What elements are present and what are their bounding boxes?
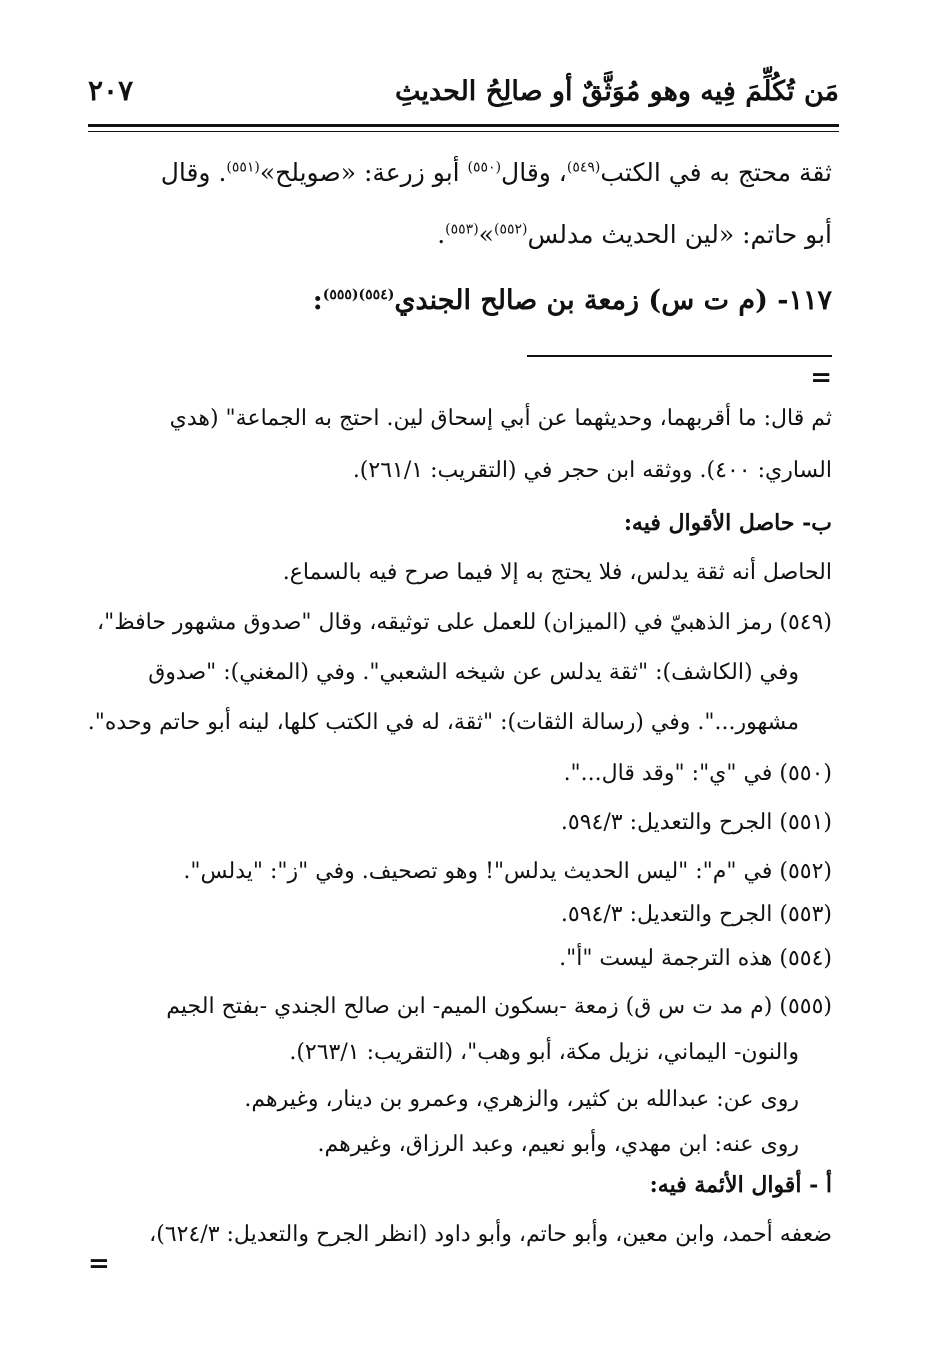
section-a-heading: أ - أقوال الأئمة فيه: bbox=[649, 1172, 832, 1198]
footnote-ref: (٥٥١) bbox=[226, 159, 260, 176]
entry-heading: ١١٧- (م ت س) زمعة بن صالح الجندي$^{(٥٥٤)(٥٥٥)}$: bbox=[312, 285, 832, 316]
footnote-549-cont: وفي (الكاشف): "ثقة يدلس عن شيخه الشعبي". وفي (المغني): "صدوق bbox=[148, 660, 799, 685]
footnote-555-narrators-to: روى عنه: ابن مهدي، وأبو نعيم، وعبد الرزاق، وغيرهم. bbox=[317, 1132, 799, 1157]
footnote-549-cont: مشهور...". وفي (رسالة الثقات): "ثقة، له في الكتب كلها، لينه أبو حاتم وحده". bbox=[87, 710, 799, 735]
footnote-549: (٥٤٩) رمز الذهبيّ في (الميزان) للعمل على توثيقه، وقال "صدوق مشهور حافظ"، bbox=[97, 610, 832, 635]
footnote-ref: (٥٥٢) bbox=[493, 221, 528, 238]
section-b-heading: ب- حاصل الأقوال فيه: bbox=[623, 510, 832, 536]
page-number: ٢٠٧ bbox=[88, 74, 134, 107]
footnote-550: (٥٥٠) في "ي": "وقد قال...". bbox=[563, 761, 832, 786]
footnote-ref: (٥٥٠) bbox=[467, 159, 502, 176]
footnote-ref: (٥٥٥) bbox=[322, 287, 359, 303]
footnote-ref: (٥٥٤) bbox=[358, 287, 395, 303]
footnote-554: (٥٥٤) هذه الترجمة ليست "أ". bbox=[559, 946, 832, 971]
footnote-555-last-line: ضعفه أحمد، وابن معين، وأبو حاتم، وأبو داود (انظر الجرح والتعديل: ٦٢٤/٣)، bbox=[149, 1222, 832, 1247]
footnote-ref: (٥٥٣) bbox=[445, 221, 479, 238]
footnote-continuation-line: الساري: ٤٠٠). ووثقه ابن حجر في (التقريب: ٢٦١/١). bbox=[352, 458, 832, 483]
footnote-551: (٥٥١) الجرح والتعديل: ٥٩٤/٣. bbox=[560, 810, 832, 835]
continuation-marker-bottom: = bbox=[88, 1249, 110, 1279]
summary-line: الحاصل أنه ثقة يدلس، فلا يحتج به إلا فيما صرح فيه بالسماع. bbox=[282, 560, 832, 585]
footnote-separator bbox=[527, 355, 832, 357]
footnote-553: (٥٥٣) الجرح والتعديل: ٥٩٤/٣. bbox=[560, 902, 832, 927]
footnote-552: (٥٥٢) في "م": "ليس الحديث يدلس"! وهو تصحيف. وفي "ز": "يدلس". bbox=[183, 859, 832, 884]
footnote-555-cont: والنون- اليماني، نزيل مكة، أبو وهب"، (التقريب: ٢٦٣/١). bbox=[289, 1040, 799, 1065]
footnote-continuation-line: ثم قال: ما أقربهما، وحديثهما عن أبي إسحاق لين. احتج به الجماعة" (هدي bbox=[169, 406, 832, 431]
header-rule-thick bbox=[88, 124, 839, 127]
footnote-555-narrators-from: روى عن: عبدالله بن كثير، والزهري، وعمرو بن دينار، وغيرهم. bbox=[244, 1087, 799, 1112]
continuation-marker: = bbox=[810, 363, 832, 393]
footnote-ref: (٥٤٩) bbox=[566, 159, 601, 176]
header-rule-thin bbox=[88, 131, 839, 132]
main-text-line-2: أبو حاتم: «لين الحديث مدلس$^{(٥٥٢)}$»$^{(٥٥٣)}$. bbox=[437, 220, 832, 249]
running-title: مَن تُكُلِّمَ فِيه وهو مُوَثَّقٌ أو صالِحُ الحديثِ bbox=[394, 76, 839, 107]
main-text-line-1: ثقة محتج به في الكتب$^{(٥٤٩)}$، وقال$^{(٥٥٠)}$ أبو زرعة: «صويلح»$^{(٥٥١)}$. وقال bbox=[160, 158, 832, 187]
page-header bbox=[88, 72, 839, 118]
footnote-555: (٥٥٥) (م مد ت س ق) زمعة -بسكون الميم- ابن صالح الجندي -بفتح الجيم bbox=[166, 994, 832, 1019]
